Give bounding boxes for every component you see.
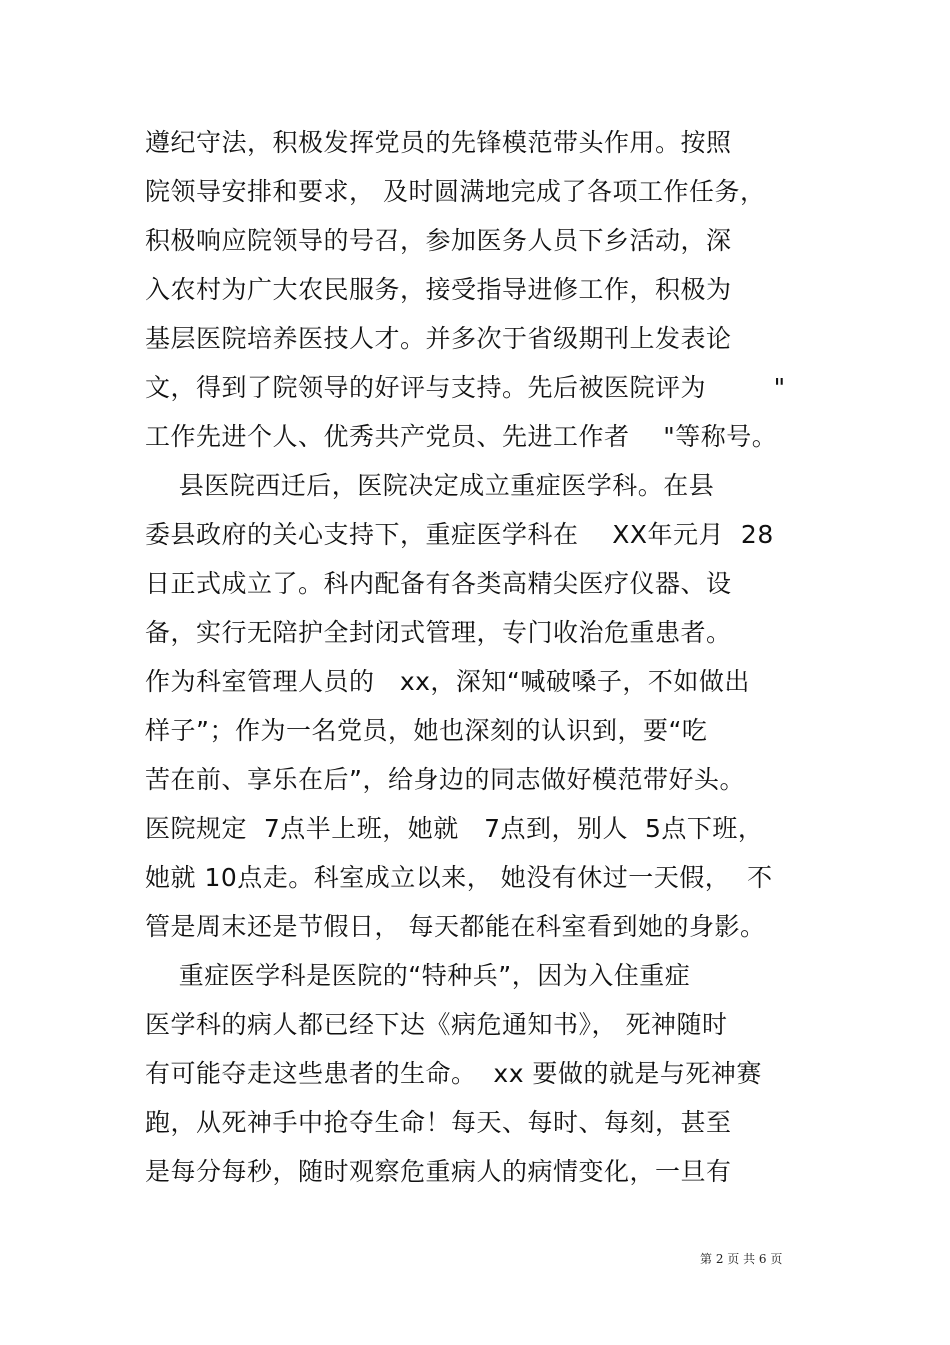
text-line: 日正式成立了。科内配备有各类高精尖医疗仪器、设	[145, 569, 732, 598]
text-line: 她就 10点走。科室成立以来， 她没有休过一天假， 不	[145, 863, 773, 892]
text-line: 样子”；作为一名党员，她也深刻的认识到，要“吃	[145, 716, 708, 745]
text-line: 是每分每秒，随时观察危重病人的病情变化，一旦有	[145, 1157, 732, 1186]
text-line: 基层医院培养医技人才。并多次于省级期刊上发表论	[145, 324, 732, 353]
text-line: 遵纪守法，积极发挥党员的先锋模范带头作用。按照	[145, 128, 732, 157]
text-line: 委县政府的关心支持下，重症医学科在 XX年元月 28	[145, 520, 774, 549]
text-line: 苦在前、享乐在后”，给身边的同志做好模范带好头。	[145, 765, 745, 794]
text-line: 医学科的病人都已经下达《病危通知书》， 死神随时	[145, 1010, 728, 1039]
text-line: 管是周末还是节假日， 每天都能在科室看到她的身影。	[145, 912, 766, 941]
text-line: 文，得到了院领导的好评与支持。先后被医院评为 "	[145, 373, 786, 402]
text-line: 医院规定 7点半上班，她就 7点到，别人 5点下班，	[145, 814, 764, 843]
text-line: 入农村为广大农民服务，接受指导进修工作，积极为	[145, 275, 732, 304]
text-line: 备，实行无陪护全封闭式管理，专门收治危重患者。	[145, 618, 732, 647]
page-number: 第 2 页 共 6 页	[700, 1252, 783, 1266]
text-line: 工作先进个人、优秀共产党员、先进工作者 "等称号。	[145, 422, 778, 451]
text-line: 有可能夺走这些患者的生命。 xx 要做的就是与死神赛	[145, 1059, 762, 1088]
text-line: 跑，从死神手中抢夺生命！每天、每时、每刻，甚至	[145, 1108, 732, 1137]
body-text	[145, 118, 825, 1196]
text-line: 重症医学科是医院的“特种兵”，因为入住重症	[145, 961, 691, 990]
text-line: 县医院西迁后，医院决定成立重症医学科。在县	[145, 471, 715, 500]
text-line: 作为科室管理人员的 xx，深知“喊破嗓子，不如做出	[145, 667, 750, 696]
text-line: 院领导安排和要求， 及时圆满地完成了各项工作任务，	[145, 177, 766, 206]
text-line: 积极响应院领导的号召，参加医务人员下乡活动，深	[145, 226, 732, 255]
